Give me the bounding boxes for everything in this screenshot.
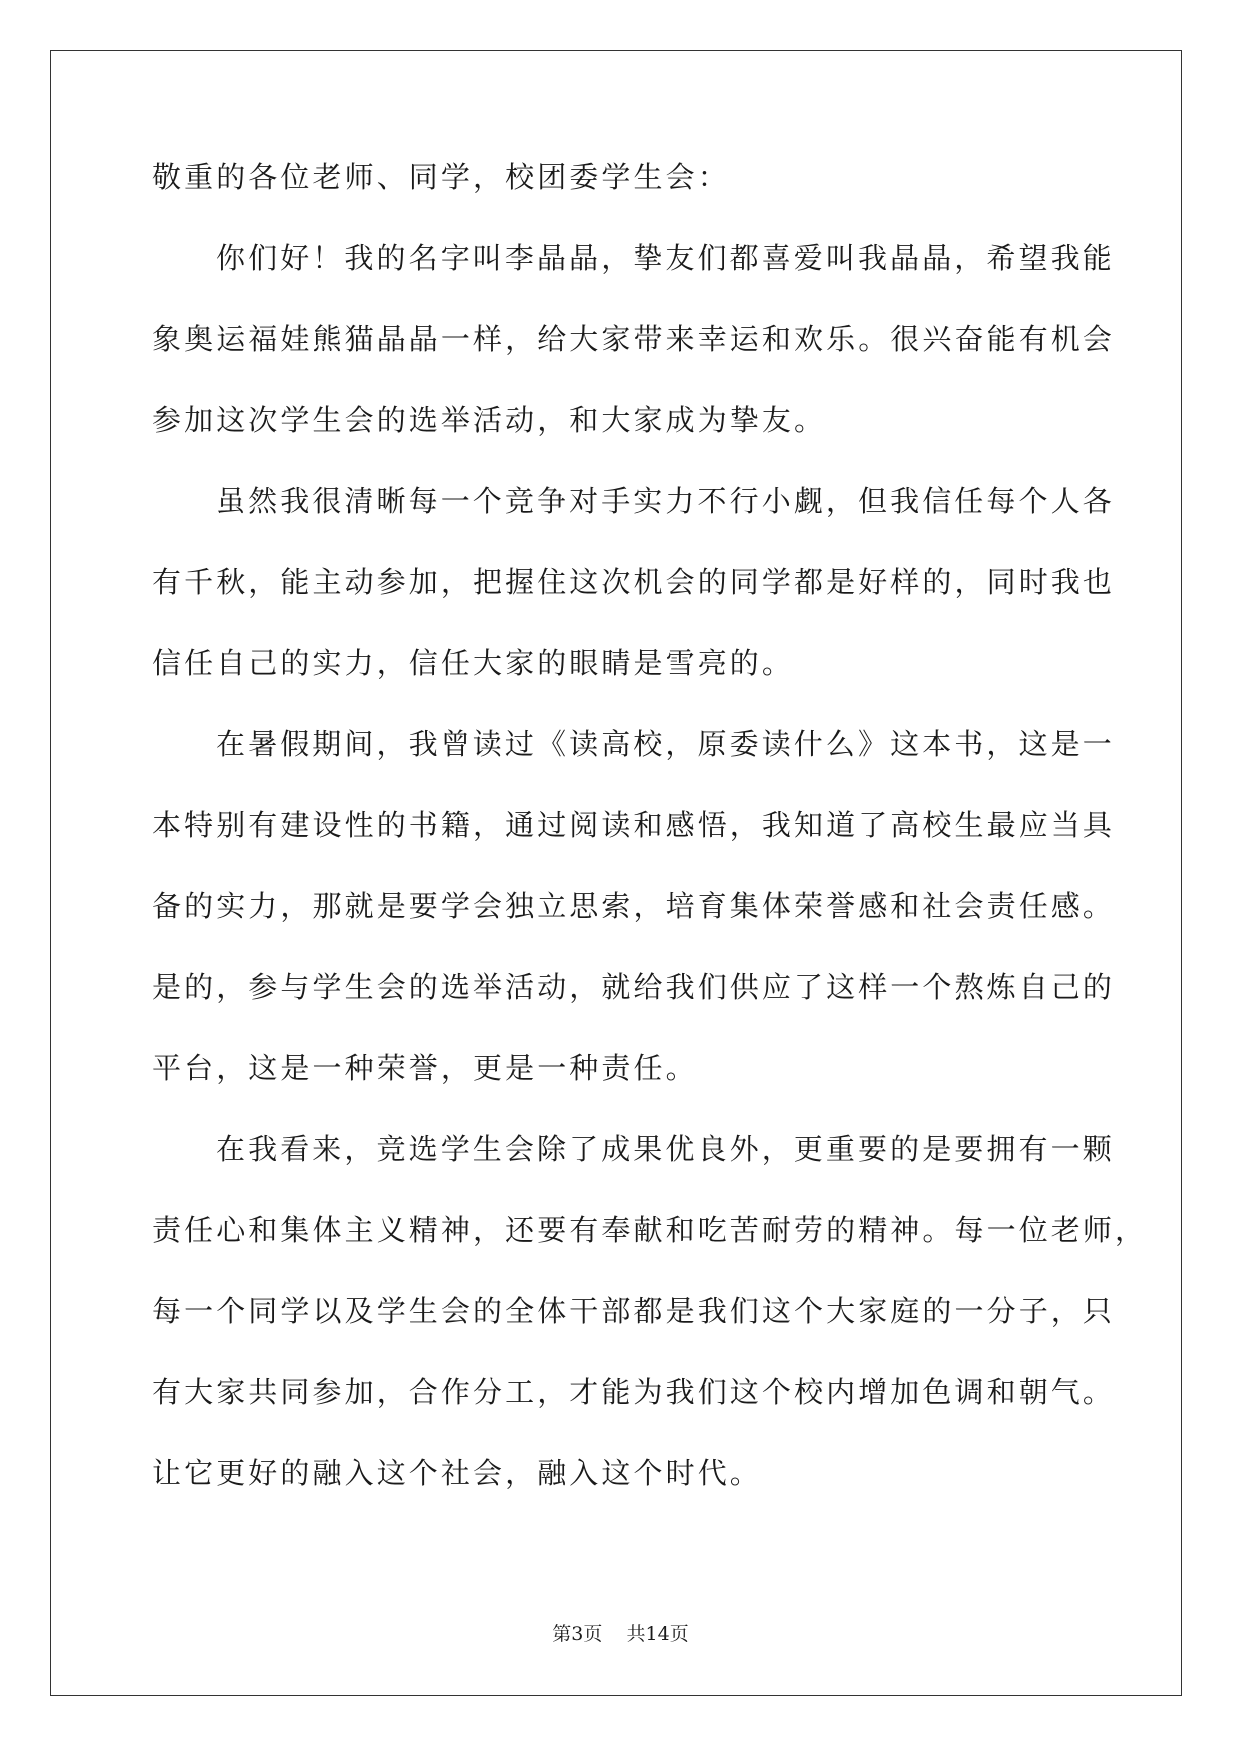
text-line: 是的，参与学生会的选举活动，就给我们供应了这样一个熬炼自己的	[152, 970, 1116, 1004]
text-line: 让它更好的融入这个社会，融入这个时代。	[152, 1456, 762, 1490]
page-total: 共14页	[626, 1623, 689, 1645]
page-footer	[0, 1622, 1241, 1646]
text-line: 有大家共同参加，合作分工，才能为我们这个校内增加色调和朝气。	[152, 1375, 1116, 1409]
text-line: 责任心和集体主义精神，还要有奉献和吃苦耐劳的精神。每一位老师，	[152, 1213, 1148, 1247]
text-line: 在我看来，竞选学生会除了成果优良外，更重要的是要拥有一颗	[216, 1132, 1115, 1166]
text-line: 敬重的各位老师、同学，校团委学生会：	[152, 160, 730, 194]
text-line: 本特别有建设性的书籍，通过阅读和感悟，我知道了高校生最应当具	[152, 808, 1116, 842]
document-body	[152, 160, 1148, 1537]
text-line: 备的实力，那就是要学会独立思索，培育集体荣誉感和社会责任感。	[152, 889, 1116, 923]
text-line: 有千秋，能主动参加，把握住这次机会的同学都是好样的，同时我也	[152, 565, 1116, 599]
text-line: 参加这次学生会的选举活动，和大家成为挚友。	[152, 403, 827, 437]
text-line: 每一个同学以及学生会的全体干部都是我们这个大家庭的一分子，只	[152, 1294, 1116, 1328]
text-line: 平台，这是一种荣誉，更是一种责任。	[152, 1051, 698, 1085]
text-line: 在暑假期间，我曾读过《读高校，原委读什么》这本书，这是一	[216, 727, 1115, 761]
page-number: 第3页	[552, 1623, 603, 1645]
text-line: 虽然我很清晰每一个竞争对手实力不行小觑，但我信任每个人各	[216, 484, 1115, 518]
text-line: 象奥运福娃熊猫晶晶一样，给大家带来幸运和欢乐。很兴奋能有机会	[152, 322, 1116, 356]
text-line: 你们好！我的名字叫李晶晶，挚友们都喜爱叫我晶晶，希望我能	[216, 241, 1115, 275]
text-line: 信任自己的实力，信任大家的眼睛是雪亮的。	[152, 646, 795, 680]
